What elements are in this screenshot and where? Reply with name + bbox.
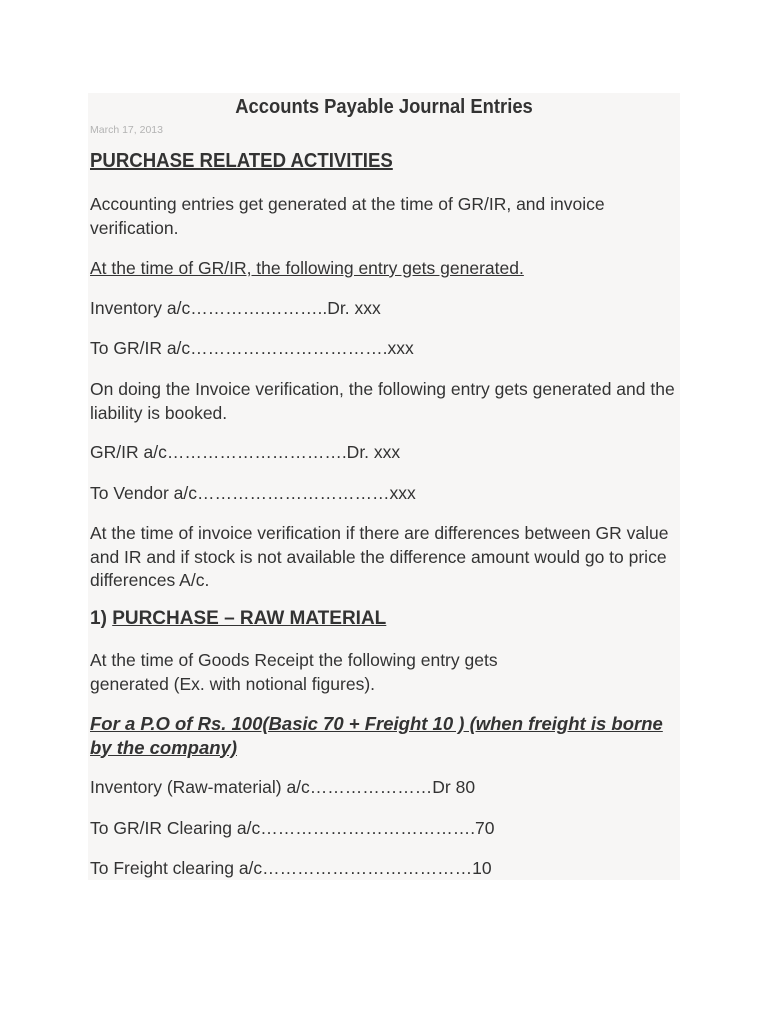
- paragraph-differences: At the time of invoice verification if there are differences between GR value and IR and if stock is not available the difference amount would go to price differences A/c.: [90, 523, 669, 590]
- entry-to-grir: To GR/IR a/c…………………………….xxx: [90, 338, 414, 358]
- entry-grir-debit: GR/IR a/c………………………….Dr. xxx: [90, 442, 401, 462]
- entry-raw-material-debit: Inventory (Raw-material) a/c…………………Dr 80: [90, 777, 476, 797]
- entry-to-grir-clearing: To GR/IR Clearing a/c……………………………….70: [90, 818, 495, 838]
- italic-heading-po-example: For a P.O of Rs. 100(Basic 70 + Freight 10 ) (when freight is borne by the company): [90, 713, 663, 758]
- entry-to-vendor: To Vendor a/c……………………………xxx: [90, 483, 416, 503]
- paragraph-goods-receipt: At the time of Goods Receipt the following entry gets generated (Ex. with notional figures).: [90, 650, 498, 694]
- document-page: [88, 93, 680, 880]
- sub-heading-text: PURCHASE – RAW MATERIAL: [112, 608, 387, 629]
- sub-heading-raw-material: [90, 608, 386, 630]
- section-heading: PURCHASE RELATED ACTIVITIES: [90, 150, 393, 172]
- paragraph-intro: Accounting entries get generated at the time of GR/IR, and invoice verification.: [90, 194, 605, 238]
- paragraph-grir-note: At the time of GR/IR, the following entry gets generated.: [90, 258, 524, 278]
- entry-to-freight-clearing: To Freight clearing a/c………………………………10: [90, 858, 492, 878]
- entry-inventory-debit: Inventory a/c………….………..Dr. xxx: [90, 298, 381, 318]
- document-title: Accounts Payable Journal Entries: [235, 96, 533, 118]
- sub-heading-number: 1): [90, 608, 113, 629]
- paragraph-invoice-verification: On doing the Invoice verification, the following entry gets generated and the liability is booked.: [90, 379, 675, 423]
- post-date: March 17, 2013: [90, 124, 163, 136]
